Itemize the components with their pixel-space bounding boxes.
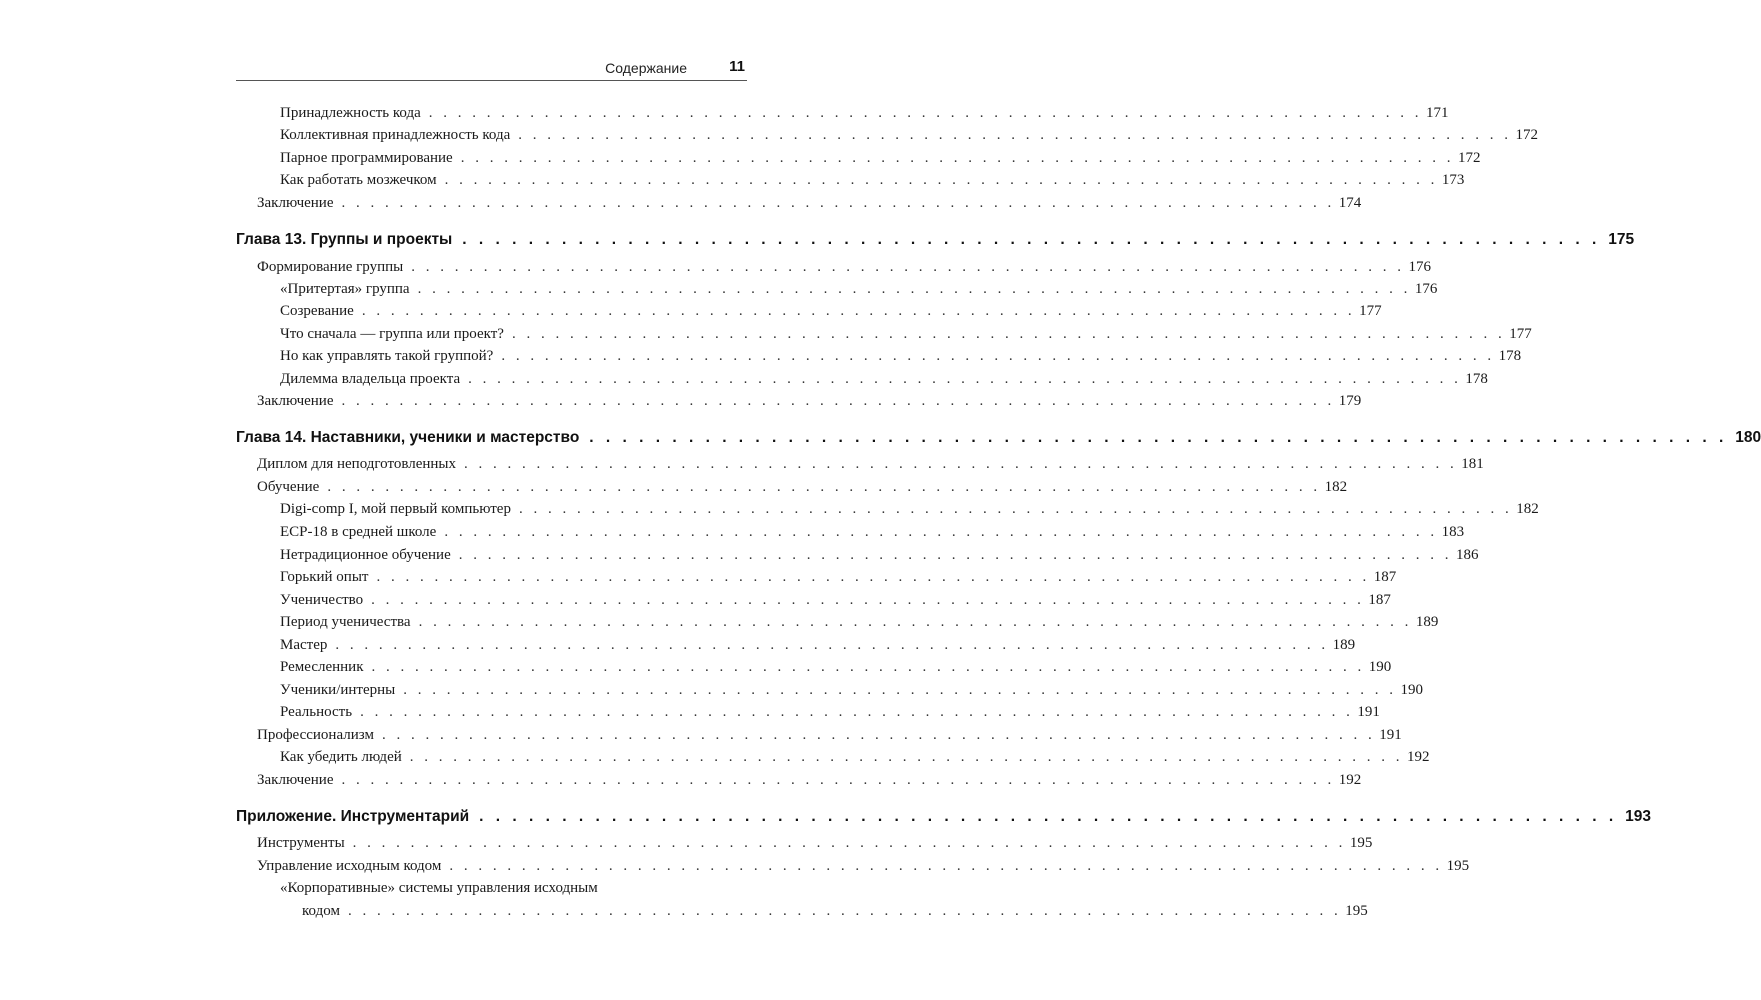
leader-dots: . . . . . . . . . . . . . . . . . . . . . . . . . . . . . . . . . . . . . . . . . . . . . . . . . . . . . . . . . . . . . . . . . . . . .: [341, 393, 1335, 409]
leader-dots: . . . . . . . . . . . . . . . . . . . . . . . . . . . . . . . . . . . . . . . . . . . . . . . . . . . . . . . . . . . . . . . . . . . . .: [409, 749, 1404, 765]
toc-entry-page: 186: [1455, 547, 1479, 563]
chapter-heading[interactable]: [236, 426, 1761, 450]
toc-entry-title: Дилемма владельца проекта: [280, 371, 461, 387]
toc-entry[interactable]: [257, 476, 1348, 498]
leader-dots: . . . . . . . . . . . . . . . . . . . . . . . . . . . . . . . . . . . . . . . . . . . . . . . . . . . . . . . . . . . . . . . . . . . . .: [444, 524, 1438, 540]
toc-entry-title: Заключение: [257, 195, 334, 211]
toc-entry-title: Ремесленник: [280, 659, 364, 675]
toc-entry-title: Как убедить людей: [280, 749, 402, 765]
toc-entry[interactable]: [257, 453, 1484, 475]
leader-dots: . . . . . . . . . . . . . . . . . . . . . . . . . . . . . . . . . . . . . . . . . . . . . . . . . . . . . . . . . . . . . . . . . . . . .: [327, 479, 1321, 495]
toc-entry[interactable]: [280, 634, 1356, 656]
toc-entry-title: Ученичество: [280, 592, 364, 608]
toc-entry[interactable]: [302, 900, 1368, 922]
leader-dots: . . . . . . . . . . . . . . . . . . . . . . . . . . . . . . . . . . . . . . . . . . . . . . . . . . . . . . . . . . . . . . . . . . . . .: [511, 326, 1506, 342]
leader-dots: . . . . . . . . . . . . . . . . . . . . . . . . . . . . . . . . . . . . . . . . . . . . . . . . . . . . . . . . . . . . . . . . . . . . .: [479, 808, 1618, 825]
toc-entry[interactable]: [257, 390, 1362, 412]
toc-entry[interactable]: [280, 278, 1438, 300]
toc-entry-page: 178: [1498, 348, 1522, 364]
toc-entry-title: Заключение: [257, 772, 334, 788]
toc-entry[interactable]: [280, 544, 1479, 566]
toc-entry[interactable]: [280, 701, 1380, 723]
chapter-heading[interactable]: [236, 228, 1635, 252]
leader-dots: . . . . . . . . . . . . . . . . . . . . . . . . . . . . . . . . . . . . . . . . . . . . . . . . . . . . . . . . . . . . . . . . . . . . .: [518, 501, 1513, 517]
toc-entry-page: 176: [1408, 259, 1431, 275]
toc-entry[interactable]: [280, 368, 1488, 390]
toc-entry-title: Инструменты: [257, 835, 345, 851]
header-title: Содержание: [605, 60, 687, 76]
toc-entry-page: 181: [1461, 456, 1484, 472]
toc-entry[interactable]: [280, 169, 1465, 191]
toc-entry-title: Формирование группы: [257, 259, 404, 275]
toc-entry-page: 171: [1426, 105, 1449, 121]
page-number: 11: [729, 58, 745, 75]
toc-entry-title: кодом: [302, 903, 340, 919]
leader-dots: . . . . . . . . . . . . . . . . . . . . . . . . . . . . . . . . . . . . . . . . . . . . . . . . . . . . . . . . . . . . . . . . . . . . .: [464, 456, 1458, 472]
chapter-heading[interactable]: [236, 805, 1652, 829]
leader-dots: . . . . . . . . . . . . . . . . . . . . . . . . . . . . . . . . . . . . . . . . . . . . . . . . . . . . . . . . . . . . . . . . . . . . .: [360, 704, 1354, 720]
toc-entry-page: 195: [1349, 835, 1373, 851]
toc-entry[interactable]: [280, 345, 1522, 367]
chapter-page: 193: [1625, 808, 1652, 825]
toc-entry-title: Профессионализм: [257, 727, 374, 743]
leader-dots: . . . . . . . . . . . . . . . . . . . . . . . . . . . . . . . . . . . . . . . . . . . . . . . . . . . . . . . . . . . . . . . . . . . . .: [381, 727, 1376, 743]
leader-dots: . . . . . . . . . . . . . . . . . . . . . . . . . . . . . . . . . . . . . . . . . . . . . . . . . . . . . . . . . . . . . . . . . . . . .: [458, 547, 1452, 563]
toc-entry-title: Ученики/интерны: [280, 682, 396, 698]
toc-entry[interactable]: [257, 832, 1373, 854]
toc-entry-title: Мастер: [280, 637, 328, 653]
toc-entry[interactable]: [280, 124, 1538, 146]
toc-entry[interactable]: [280, 746, 1430, 768]
toc-entry-page: 187: [1373, 569, 1397, 585]
toc-entry-page: 195: [1345, 903, 1368, 919]
toc-entry-page: 172: [1515, 127, 1538, 143]
leader-dots: . . . . . . . . . . . . . . . . . . . . . . . . . . . . . . . . . . . . . . . . . . . . . . . . . . . . . . . . . . . . . . . . . . . . .: [468, 371, 1462, 387]
toc-entry-title: Заключение: [257, 393, 334, 409]
toc-entry[interactable]: [280, 147, 1481, 169]
toc-entry-title: Но как управлять такой группой?: [280, 348, 494, 364]
chapter-page: 180: [1735, 429, 1761, 446]
toc-entry-page: 182: [1516, 501, 1539, 517]
leader-dots: . . . . . . . . . . . . . . . . . . . . . . . . . . . . . . . . . . . . . . . . . . . . . . . . . . . . . . . . . . . . . . . . . . . . .: [376, 569, 1370, 585]
leader-dots: . . . . . . . . . . . . . . . . . . . . . . . . . . . . . . . . . . . . . . . . . . . . . . . . . . . . . . . . . . . . . . . . . . . . .: [352, 835, 1346, 851]
toc-entry-title: Горький опыт: [280, 569, 369, 585]
toc-entry-title: Период ученичества: [280, 614, 411, 630]
toc-entry-title: Обучение: [257, 479, 320, 495]
toc-entry-page: 192: [1338, 772, 1362, 788]
toc-entry[interactable]: [280, 611, 1439, 633]
toc-entry-title: Нетрадиционное обучение: [280, 547, 451, 563]
toc-entry-page: 187: [1368, 592, 1391, 608]
leader-dots: . . . . . . . . . . . . . . . . . . . . . . . . . . . . . . . . . . . . . . . . . . . . . . . . . . . . . . . . . . . . . . . . . . . . .: [449, 858, 1443, 874]
leader-dots: . . . . . . . . . . . . . . . . . . . . . . . . . . . . . . . . . . . . . . . . . . . . . . . . . . . . . . . . . . . . . . . . . . . . .: [462, 231, 1601, 248]
toc-entry-page: 183: [1441, 524, 1465, 540]
toc-entry-page: 177: [1359, 303, 1382, 319]
toc-entry[interactable]: [280, 300, 1382, 322]
leader-dots: . . . . . . . . . . . . . . . . . . . . . . . . . . . . . . . . . . . . . . . . . . . . . . . . . . . . . . . . . . . . . . . . . . . . .: [589, 429, 1728, 446]
toc-entry-page: 191: [1379, 727, 1402, 743]
toc-entry-page: 190: [1400, 682, 1423, 698]
toc-entry-page: 192: [1407, 749, 1430, 765]
leader-dots: . . . . . . . . . . . . . . . . . . . . . . . . . . . . . . . . . . . . . . . . . . . . . . . . . . . . . . . . . . . . . . . . . . . . .: [444, 172, 1438, 188]
toc-entry[interactable]: [280, 656, 1392, 678]
toc-entry-title: Парное программирование: [280, 150, 453, 166]
toc-entry[interactable]: [257, 769, 1362, 791]
toc-entry-page: 189: [1332, 637, 1356, 653]
leader-dots: . . . . . . . . . . . . . . . . . . . . . . . . . . . . . . . . . . . . . . . . . . . . . . . . . . . . . . . . . . . . . . . . . . . . .: [347, 903, 1342, 919]
toc-entry-page: 174: [1338, 195, 1362, 211]
leader-dots: . . . . . . . . . . . . . . . . . . . . . . . . . . . . . . . . . . . . . . . . . . . . . . . . . . . . . . . . . . . . . . . . . . . . .: [418, 614, 1412, 630]
chapter-page: 175: [1608, 231, 1635, 248]
toc-entry-first-line[interactable]: «Корпоративные» системы управления исходным: [280, 880, 598, 896]
toc-entry-page: 176: [1414, 281, 1438, 297]
leader-dots: . . . . . . . . . . . . . . . . . . . . . . . . . . . . . . . . . . . . . . . . . . . . . . . . . . . . . . . . . . . . . . . . . . . . .: [428, 105, 1423, 121]
toc-entry-title: Управление исходным кодом: [257, 858, 442, 874]
toc-entry-title: Digi-comp I, мой первый компьютер: [280, 501, 511, 517]
leader-dots: . . . . . . . . . . . . . . . . . . . . . . . . . . . . . . . . . . . . . . . . . . . . . . . . . . . . . . . . . . . . . . . . . . . . .: [518, 127, 1512, 143]
toc-entry-title: Созревание: [280, 303, 354, 319]
toc-entry[interactable]: [257, 724, 1402, 746]
toc-entry[interactable]: [280, 102, 1449, 124]
toc-entry-title: «Притертая» группа: [280, 281, 410, 297]
leader-dots: . . . . . . . . . . . . . . . . . . . . . . . . . . . . . . . . . . . . . . . . . . . . . . . . . . . . . . . . . . . . . . . . . . . . .: [460, 150, 1454, 166]
toc-entry-page: 189: [1415, 614, 1439, 630]
leader-dots: . . . . . . . . . . . . . . . . . . . . . . . . . . . . . . . . . . . . . . . . . . . . . . . . . . . . . . . . . . . . . . . . . . . . .: [411, 259, 1405, 275]
leader-dots: . . . . . . . . . . . . . . . . . . . . . . . . . . . . . . . . . . . . . . . . . . . . . . . . . . . . . . . . . . . . . . . . . . . . .: [403, 682, 1397, 698]
toc-entry[interactable]: [280, 589, 1391, 611]
toc-entry[interactable]: [257, 256, 1431, 278]
toc-entry-title: Реальность: [280, 704, 353, 720]
toc-entry-page: 173: [1441, 172, 1465, 188]
toc-entry[interactable]: [280, 323, 1532, 345]
leader-dots: . . . . . . . . . . . . . . . . . . . . . . . . . . . . . . . . . . . . . . . . . . . . . . . . . . . . . . . . . . . . . . . . . . . . .: [335, 637, 1329, 653]
toc-entry[interactable]: [280, 679, 1423, 701]
toc-entry-title: Как работать мозжечком: [280, 172, 437, 188]
toc-entry-title: Коллективная принадлежность кода: [280, 127, 511, 143]
toc-entry[interactable]: [257, 192, 1362, 214]
leader-dots: . . . . . . . . . . . . . . . . . . . . . . . . . . . . . . . . . . . . . . . . . . . . . . . . . . . . . . . . . . . . . . . . . . . . .: [501, 348, 1495, 364]
leader-dots: . . . . . . . . . . . . . . . . . . . . . . . . . . . . . . . . . . . . . . . . . . . . . . . . . . . . . . . . . . . . . . . . . . . . .: [341, 772, 1335, 788]
toc-entry-page: 178: [1465, 371, 1488, 387]
toc-entry[interactable]: [280, 521, 1465, 543]
toc-entry[interactable]: [257, 855, 1470, 877]
toc-entry-page: 177: [1509, 326, 1532, 342]
toc-entry-page: 191: [1357, 704, 1380, 720]
chapter-title: Глава 14. Наставники, ученики и мастерство: [236, 429, 580, 446]
toc-entry-page: 190: [1368, 659, 1392, 675]
leader-dots: . . . . . . . . . . . . . . . . . . . . . . . . . . . . . . . . . . . . . . . . . . . . . . . . . . . . . . . . . . . . . . . . . . . . .: [371, 592, 1365, 608]
toc-entry-page: 182: [1324, 479, 1348, 495]
leader-dots: . . . . . . . . . . . . . . . . . . . . . . . . . . . . . . . . . . . . . . . . . . . . . . . . . . . . . . . . . . . . . . . . . . . . .: [371, 659, 1365, 675]
toc-entry-page: 195: [1446, 858, 1470, 874]
toc-entry-page: 179: [1338, 393, 1362, 409]
leader-dots: . . . . . . . . . . . . . . . . . . . . . . . . . . . . . . . . . . . . . . . . . . . . . . . . . . . . . . . . . . . . . . . . . . . . .: [361, 303, 1356, 319]
leader-dots: . . . . . . . . . . . . . . . . . . . . . . . . . . . . . . . . . . . . . . . . . . . . . . . . . . . . . . . . . . . . . . . . . . . . .: [341, 195, 1335, 211]
toc-entry-title: Принадлежность кода: [280, 105, 421, 121]
toc-entry-title: Что сначала — группа или проект?: [280, 326, 504, 342]
leader-dots: . . . . . . . . . . . . . . . . . . . . . . . . . . . . . . . . . . . . . . . . . . . . . . . . . . . . . . . . . . . . . . . . . . . . .: [417, 281, 1411, 297]
toc-entry-title: ECP-18 в средней школе: [280, 524, 437, 540]
toc-entry-title: Диплом для неподготовленных: [257, 456, 457, 472]
toc-entry[interactable]: [280, 566, 1397, 588]
toc-entry[interactable]: [280, 498, 1539, 520]
chapter-title: Приложение. Инструментарий: [236, 808, 470, 825]
chapter-title: Глава 13. Группы и проекты: [236, 231, 453, 248]
toc-entry-page: 172: [1457, 150, 1481, 166]
